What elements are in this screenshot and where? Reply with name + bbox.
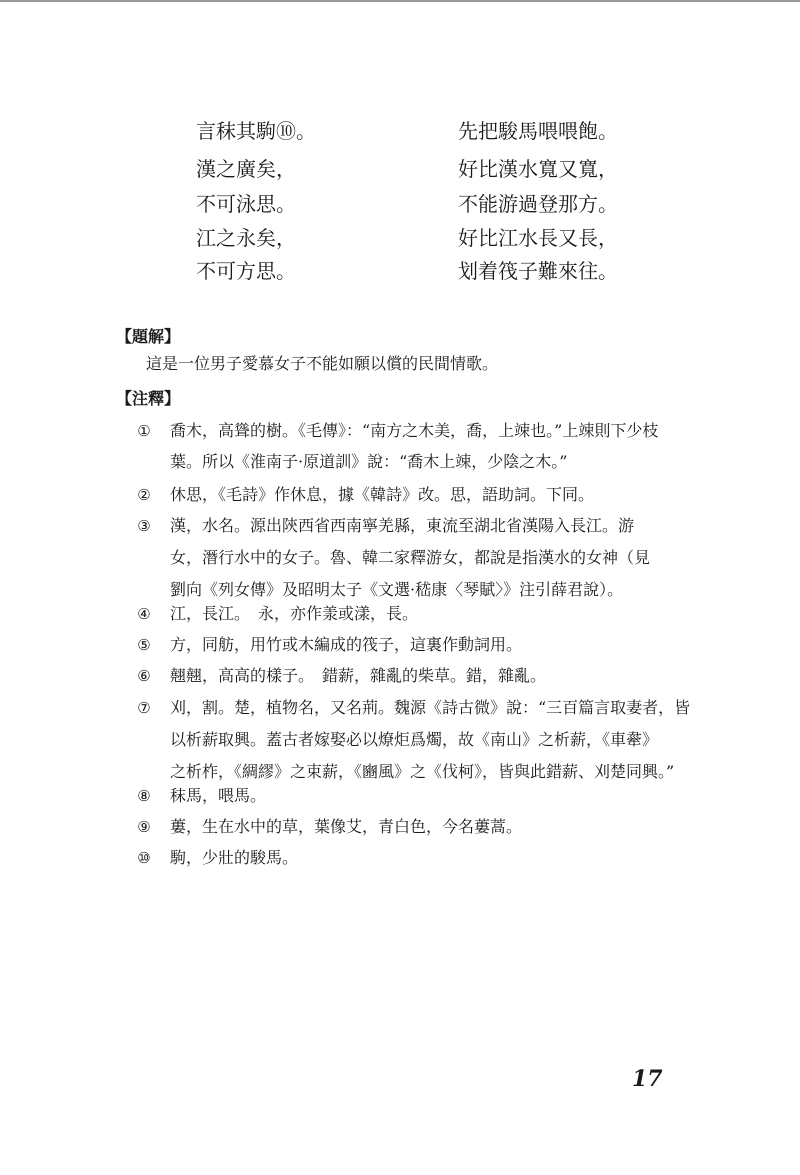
note-text-line: 葉。所以《淮南子·原道訓》說：“喬木上竦，少陰之木。” <box>170 452 568 471</box>
poem-original-line: 不可泳思。 <box>196 192 296 216</box>
note-text-line: 以析薪取興。蓋古者嫁娶必以燎炬爲燭，故《南山》之析薪，《車舝》 <box>170 730 659 749</box>
notes-heading: 【注釋】 <box>116 389 181 408</box>
poem-row <box>0 116 800 146</box>
poem-row <box>0 223 800 253</box>
note-text-line: 劉向《列女傳》及昭明太子《文選·嵇康〈琴賦〉》注引薛君說）。 <box>170 580 624 599</box>
note-text-line: 方，同舫，用竹或木編成的筏子，這裏作動詞用。 <box>170 635 523 654</box>
explanation-heading: 【題解】 <box>116 327 181 346</box>
note-text-line: 蔞，生在水中的草，葉像艾，青白色，今名蔞蒿。 <box>170 817 523 836</box>
note-text-line: 喬木，高聳的樹。《毛傳》：“南方之木美，喬，上竦也。”上竦則下少枝 <box>170 421 659 440</box>
note-number: ⑦ <box>137 699 151 717</box>
note-number: ⑨ <box>137 818 151 836</box>
poem-translation-line: 好比江水長又長， <box>458 226 618 250</box>
note-text-line: 休思，《毛詩》作休息，據《韓詩》改。思，語助詞。下同。 <box>170 485 595 504</box>
note-number: ③ <box>137 517 151 535</box>
top-border-line <box>0 0 800 2</box>
note-text-line: 之析柞，《綢繆》之束薪，《豳風》之《伐柯》，皆與此錯薪、刈楚同興。” <box>170 762 675 781</box>
note-number: ① <box>137 422 151 440</box>
note-number: ⑥ <box>137 667 151 685</box>
poem-original-line: 江之永矣， <box>196 226 296 250</box>
poem-translation-line: 不能游過登那方。 <box>458 192 618 216</box>
poem-row <box>0 189 800 219</box>
poem-original-line: 漢之廣矣， <box>196 157 296 181</box>
poem-row <box>0 154 800 184</box>
poem-row <box>0 256 800 286</box>
note-number: ⑩ <box>137 849 151 867</box>
note-number: ⑧ <box>137 787 151 805</box>
note-text-line: 漢，水名。源出陝西省西南寧羌縣，東流至湖北省漢陽入長江。游 <box>170 516 635 535</box>
poem-original-line: 不可方思。 <box>196 259 296 283</box>
note-number: ⑤ <box>137 636 151 654</box>
explanation-text: 這是一位男子愛慕女子不能如願以償的民間情歌。 <box>146 354 499 373</box>
note-text-line: 江，長江。 永，亦作羕或漾，長。 <box>170 604 419 623</box>
page-number: 17 <box>632 1066 663 1092</box>
note-number: ② <box>137 486 151 504</box>
note-text-line: 翹翹，高高的樣子。 錯薪，雜亂的柴草。錯，雜亂。 <box>170 666 547 685</box>
note-text-line: 秣馬，喂馬。 <box>170 786 267 805</box>
poem-translation-line: 好比漢水寬又寬， <box>458 157 618 181</box>
poem-translation-line: 先把駿馬喂喂飽。 <box>458 119 618 143</box>
poem-original-line: 言秣其駒⑩。 <box>196 119 316 143</box>
note-text-line: 刈，割。楚，植物名，又名荊。魏源《詩古微》說：“三百篇言取妻者，皆 <box>170 698 691 717</box>
note-text-line: 駒，少壯的駿馬。 <box>170 848 299 867</box>
poem-translation-line: 划着筏子難來往。 <box>458 259 618 283</box>
note-number: ④ <box>137 605 151 623</box>
note-text-line: 女，潛行水中的女子。魯、韓二家釋游女，都說是指漢水的女神（見 <box>170 548 651 567</box>
